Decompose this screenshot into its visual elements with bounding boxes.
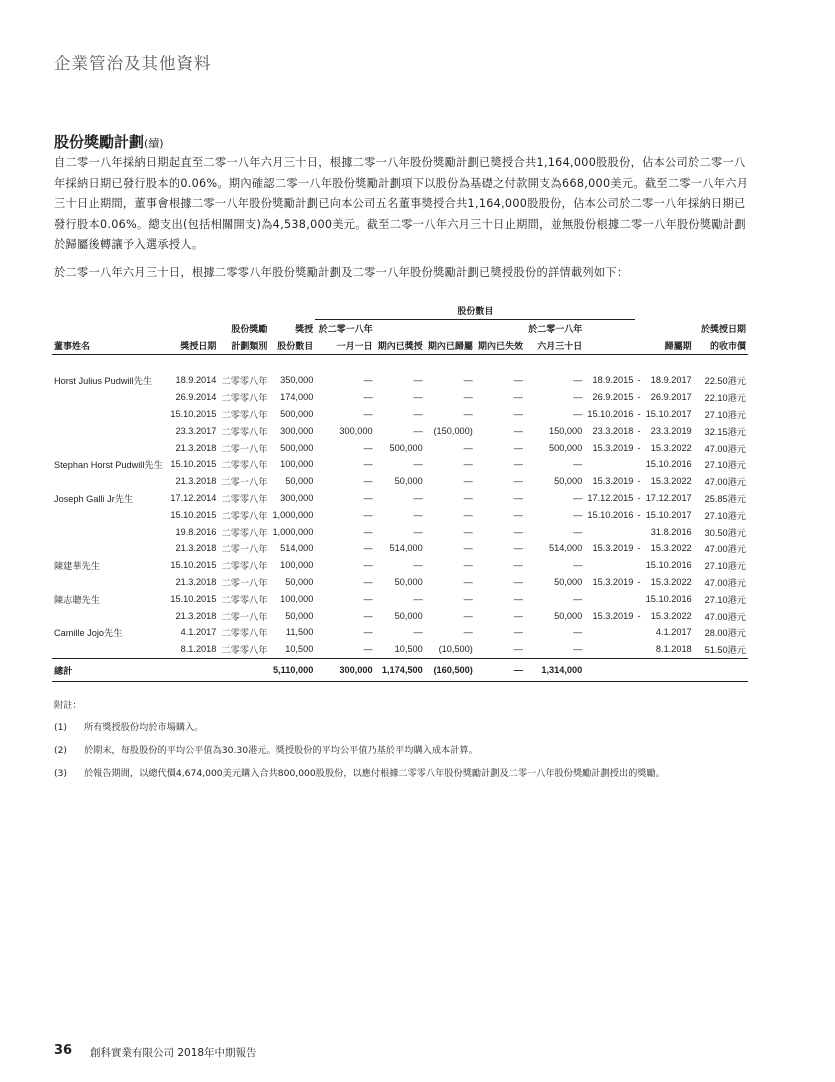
row-plan-type: 二零零八年 bbox=[221, 594, 268, 605]
row-granted: 500,000 bbox=[280, 408, 314, 419]
row-jun-balance: — bbox=[573, 392, 583, 403]
row-vesting-dash: - bbox=[637, 425, 641, 436]
row-close-price: 27.10港元 bbox=[704, 409, 746, 420]
row-plan-type: 二零零八年 bbox=[221, 561, 268, 572]
row-granted-period: 500,000 bbox=[389, 442, 423, 453]
header-type-2: 計劃類別 bbox=[218, 337, 269, 355]
row-granted-period: 50,000 bbox=[394, 476, 423, 487]
header-jan-1: 於二零一八年 bbox=[318, 324, 373, 334]
row-jun-balance: — bbox=[573, 560, 583, 571]
row-granted: 100,000 bbox=[280, 593, 314, 604]
row-vesting-start bbox=[584, 523, 635, 540]
note-text: 所有獎授股份均於市場購入。 bbox=[84, 722, 204, 733]
row-lapsed: — bbox=[513, 644, 523, 655]
table-row bbox=[52, 490, 748, 507]
row-lapsed: — bbox=[513, 627, 523, 638]
row-vested: — bbox=[463, 560, 473, 571]
header-close-2: 的收市價 bbox=[698, 337, 748, 355]
row-vesting-dash bbox=[635, 523, 642, 540]
row-granted: 1,000,000 bbox=[272, 509, 314, 520]
row-granted-period: — bbox=[413, 627, 423, 638]
row-vested: — bbox=[463, 375, 473, 386]
total-granted: 5,110,000 bbox=[269, 658, 315, 681]
row-plan-type: 二零零八年 bbox=[221, 628, 268, 639]
row-vesting-end: 4.1.2017 bbox=[655, 627, 692, 638]
row-granted-period: — bbox=[413, 560, 423, 571]
row-vesting-dash: - bbox=[637, 408, 641, 419]
header-granted-2: 股份數目 bbox=[269, 337, 315, 355]
row-vesting-start bbox=[584, 590, 635, 607]
row-granted: 300,000 bbox=[280, 425, 314, 436]
table-row bbox=[52, 422, 748, 439]
table-row bbox=[52, 523, 748, 540]
row-granted-period: 50,000 bbox=[394, 576, 423, 587]
row-jun-balance: — bbox=[573, 492, 583, 503]
row-vesting-dash bbox=[635, 590, 642, 607]
row-granted-period: — bbox=[413, 408, 423, 419]
row-vesting-end: 15.10.2016 bbox=[645, 459, 692, 470]
table-row bbox=[52, 456, 748, 473]
row-vesting-end: 8.1.2018 bbox=[655, 644, 692, 655]
row-vesting-dash: - bbox=[637, 610, 641, 621]
row-jun-balance: — bbox=[573, 375, 583, 386]
row-grant-date: 21.3.2018 bbox=[175, 442, 217, 453]
row-plan-type: 二零零八年 bbox=[221, 527, 268, 538]
row-plan-type: 二零零八年 bbox=[221, 393, 268, 404]
row-vesting-start bbox=[584, 557, 635, 574]
row-plan-type: 二零零八年 bbox=[221, 493, 268, 504]
row-granted: 300,000 bbox=[280, 492, 314, 503]
row-granted: 11,500 bbox=[285, 627, 314, 638]
row-jan-balance: — bbox=[363, 392, 373, 403]
row-close-price: 27.10港元 bbox=[704, 561, 746, 572]
row-granted: 50,000 bbox=[285, 476, 314, 487]
row-lapsed: — bbox=[513, 375, 523, 386]
row-vesting-dash bbox=[635, 641, 642, 658]
row-vesting-start: 17.12.2015 bbox=[587, 492, 634, 503]
table-body bbox=[52, 372, 748, 658]
row-lapsed: — bbox=[513, 492, 523, 503]
row-granted-period: — bbox=[413, 459, 423, 470]
row-granted: 10,500 bbox=[285, 644, 314, 655]
row-vesting-dash: - bbox=[637, 576, 641, 587]
row-granted-period: — bbox=[413, 375, 423, 386]
row-grant-date: 21.3.2018 bbox=[175, 476, 217, 487]
row-plan-type: 二零零八年 bbox=[221, 645, 268, 656]
row-vesting-start: 18.9.2015 bbox=[592, 375, 634, 386]
row-grant-date: 17.12.2014 bbox=[170, 492, 217, 503]
row-close-price: 32.15港元 bbox=[704, 426, 746, 437]
row-vesting-start: 15.3.2019 bbox=[592, 476, 634, 487]
row-vesting-dash: - bbox=[637, 543, 641, 554]
group-header-shares: 股份數目 bbox=[315, 302, 635, 320]
row-jun-balance: 500,000 bbox=[549, 442, 583, 453]
row-vested: (150,000) bbox=[433, 425, 473, 436]
row-plan-type: 二零零八年 bbox=[221, 460, 268, 471]
row-jun-balance: — bbox=[573, 526, 583, 537]
row-lapsed: — bbox=[513, 442, 523, 453]
row-granted: 514,000 bbox=[280, 543, 314, 554]
row-vesting-start: 15.10.2016 bbox=[587, 408, 634, 419]
row-vesting-start: 15.3.2019 bbox=[592, 543, 634, 554]
header-vesting: 歸屬期 bbox=[643, 337, 694, 355]
row-vesting-end: 31.8.2016 bbox=[650, 526, 692, 537]
row-jan-balance: — bbox=[363, 543, 373, 554]
table-row bbox=[52, 439, 748, 456]
row-close-price: 27.10港元 bbox=[704, 460, 746, 471]
note-item-2 bbox=[54, 742, 478, 756]
header-type-1: 股份獎勵 bbox=[231, 323, 268, 334]
row-lapsed: — bbox=[513, 610, 523, 621]
table-row bbox=[52, 389, 748, 406]
header-jun-1: 於二零一八年 bbox=[528, 324, 583, 334]
row-close-price: 47.00港元 bbox=[704, 544, 746, 555]
row-lapsed: — bbox=[513, 526, 523, 537]
row-jan-balance: — bbox=[363, 593, 373, 604]
row-close-price: 47.00港元 bbox=[704, 611, 746, 622]
row-jun-balance: — bbox=[573, 408, 583, 419]
row-vesting-dash bbox=[635, 624, 642, 641]
note-num: (2) bbox=[54, 745, 68, 756]
note-text: 於報告期間，以總代價4,674,000美元購入合共800,000股股份，以應付根據二零零八年股份獎勵計劃及二零一八年股份獎勵計劃授出的獎勵。 bbox=[84, 768, 665, 779]
table-row bbox=[52, 624, 748, 641]
row-vested: — bbox=[463, 627, 473, 638]
note-item-1 bbox=[54, 719, 203, 733]
header-close-1: 於獎授日期 bbox=[700, 323, 746, 334]
row-plan-type: 二零一八年 bbox=[221, 577, 268, 588]
row-name bbox=[52, 439, 167, 456]
row-name bbox=[52, 422, 167, 439]
row-granted-period: — bbox=[413, 526, 423, 537]
row-jun-balance: — bbox=[573, 627, 583, 638]
row-vesting-end: 15.3.2022 bbox=[650, 543, 692, 554]
row-grant-date: 21.3.2018 bbox=[175, 610, 217, 621]
row-vesting-end: 15.10.2016 bbox=[645, 560, 692, 571]
row-vesting-start: 15.10.2016 bbox=[587, 509, 634, 520]
row-jun-balance: — bbox=[573, 509, 583, 520]
row-grant-date: 15.10.2015 bbox=[170, 560, 217, 571]
row-lapsed: — bbox=[513, 392, 523, 403]
row-jan-balance: — bbox=[363, 492, 373, 503]
row-grant-date: 8.1.2018 bbox=[180, 644, 217, 655]
table-row bbox=[52, 641, 748, 658]
row-jan-balance: — bbox=[363, 442, 373, 453]
row-grant-date: 23.3.2017 bbox=[175, 425, 217, 436]
row-plan-type: 二零一八年 bbox=[221, 477, 268, 488]
row-grant-date: 26.9.2014 bbox=[175, 392, 217, 403]
row-close-price: 51.50港元 bbox=[704, 645, 746, 656]
share-award-table bbox=[52, 302, 748, 682]
header-granted-period: 期內已獎授 bbox=[375, 337, 425, 355]
row-lapsed: — bbox=[513, 593, 523, 604]
row-close-price: 30.50港元 bbox=[704, 527, 746, 538]
row-vesting-start: 15.3.2019 bbox=[592, 576, 634, 587]
table-row bbox=[52, 506, 748, 523]
row-name: Stephan Horst Pudwill先生 bbox=[54, 460, 163, 471]
row-plan-type: 二零零八年 bbox=[221, 376, 268, 387]
row-vesting-dash: - bbox=[637, 392, 641, 403]
row-vesting-start bbox=[584, 641, 635, 658]
total-label: 總計 bbox=[52, 658, 167, 681]
row-name: Camille Jojo先生 bbox=[54, 628, 123, 639]
table-row bbox=[52, 406, 748, 423]
row-vesting-dash: - bbox=[637, 509, 641, 520]
row-jun-balance: — bbox=[573, 459, 583, 470]
row-lapsed: — bbox=[513, 560, 523, 571]
row-vesting-dash: - bbox=[637, 476, 641, 487]
row-vested: — bbox=[463, 543, 473, 554]
row-vesting-start: 15.3.2019 bbox=[592, 442, 634, 453]
row-granted-period: 10,500 bbox=[394, 644, 423, 655]
row-vesting-end: 18.9.2017 bbox=[650, 375, 692, 386]
row-name bbox=[52, 406, 167, 423]
row-vesting-end: 15.10.2017 bbox=[645, 509, 692, 520]
row-close-price: 22.10港元 bbox=[704, 393, 746, 404]
row-grant-date: 4.1.2017 bbox=[180, 627, 217, 638]
row-vesting-dash bbox=[635, 456, 642, 473]
row-vesting-dash bbox=[635, 557, 642, 574]
row-close-price: 47.00港元 bbox=[704, 577, 746, 588]
note-text: 於期末，每股股份的平均公平值為30.30港元。獎授股份的平均公平值乃基於平均購入成本計算。 bbox=[84, 745, 478, 756]
row-vesting-end: 23.3.2019 bbox=[650, 425, 692, 436]
row-vested: — bbox=[463, 610, 473, 621]
paragraph-2: 於二零一八年六月三十日，根據二零零八年股份獎勵計劃及二零一八年股份獎勵計劃已獎授股份的詳情載列如下： bbox=[54, 266, 629, 279]
row-jun-balance: 150,000 bbox=[549, 425, 583, 436]
row-jan-balance: — bbox=[363, 526, 373, 537]
row-lapsed: — bbox=[513, 576, 523, 587]
row-name: Joseph Galli Jr先生 bbox=[54, 493, 134, 504]
row-granted: 100,000 bbox=[280, 560, 314, 571]
row-jan-balance: — bbox=[363, 627, 373, 638]
footer-text: 創科實業有限公司 2018年中期報告 bbox=[90, 1047, 257, 1059]
row-vested: — bbox=[463, 593, 473, 604]
row-close-price: 27.10港元 bbox=[704, 594, 746, 605]
row-close-price: 47.00港元 bbox=[704, 477, 746, 488]
row-granted-period: — bbox=[413, 509, 423, 520]
row-plan-type: 二零一八年 bbox=[221, 443, 268, 454]
row-name bbox=[52, 473, 167, 490]
notes-title: 附註： bbox=[54, 700, 82, 711]
section-title-cont: (續) bbox=[144, 137, 164, 150]
row-vesting-start: 26.9.2015 bbox=[592, 392, 634, 403]
row-vesting-dash: - bbox=[637, 492, 641, 503]
row-grant-date: 15.10.2015 bbox=[170, 509, 217, 520]
table-row bbox=[52, 590, 748, 607]
row-name: 陳建華先生 bbox=[54, 561, 100, 572]
row-jun-balance: 50,000 bbox=[554, 476, 583, 487]
row-jun-balance: — bbox=[573, 644, 583, 655]
row-grant-date: 21.3.2018 bbox=[175, 576, 217, 587]
row-granted: 50,000 bbox=[285, 610, 314, 621]
row-jan-balance: — bbox=[363, 576, 373, 587]
section-title-text: 股份獎勵計劃 bbox=[54, 133, 145, 151]
total-jan: 300,000 bbox=[315, 658, 374, 681]
row-vested: — bbox=[463, 459, 473, 470]
row-jan-balance: — bbox=[363, 509, 373, 520]
row-granted-period: — bbox=[413, 425, 423, 436]
total-lapsed: — bbox=[475, 658, 525, 681]
row-jan-balance: — bbox=[363, 644, 373, 655]
row-plan-type: 二零一八年 bbox=[221, 544, 268, 555]
row-jan-balance: — bbox=[363, 476, 373, 487]
row-lapsed: — bbox=[513, 509, 523, 520]
row-lapsed: — bbox=[513, 543, 523, 554]
row-vested: — bbox=[463, 476, 473, 487]
row-grant-date: 18.9.2014 bbox=[175, 375, 217, 386]
paragraph-1: 自二零一八年採納日期起直至二零一八年六月三十日，根據二零一八年股份獎勵計劃已獎授合共1,164,000股股份，佔本公司於二零一八年採納日期已發行股本的0.06%。期內確認二零一八年股份獎勵計劃項下以股份為基礎之付款開支為668,000美元。截至二零一八年六月三十日止期間，董事會根據二零一八年股份獎勵計劃已向本公司五名董事獎授合共1,164,000股股份，佔本公司於二零一八年採納日期已發行股本0.06%。總支出(包括相關開支)為4,538,000美元。截至二零一八年六月三十日止期間，並無股份根據二零一八年股份獎勵計劃於歸屬後轉讓予入選承授人。 bbox=[54, 156, 749, 251]
row-name: Horst Julius Pudwill先生 bbox=[54, 376, 153, 387]
row-vesting-start bbox=[584, 624, 635, 641]
row-vested: — bbox=[463, 492, 473, 503]
row-granted: 100,000 bbox=[280, 459, 314, 470]
table-row bbox=[52, 607, 748, 624]
header-vested: 期內已歸屬 bbox=[425, 337, 475, 355]
row-grant-date: 21.3.2018 bbox=[175, 543, 217, 554]
table-row bbox=[52, 557, 748, 574]
row-vesting-start: 23.3.2018 bbox=[592, 425, 634, 436]
row-jan-balance: — bbox=[363, 459, 373, 470]
row-vesting-start bbox=[584, 456, 635, 473]
row-granted-period: — bbox=[413, 593, 423, 604]
row-vesting-start: 15.3.2019 bbox=[592, 610, 634, 621]
row-jun-balance: — bbox=[573, 593, 583, 604]
header-grant-date: 獎授日期 bbox=[167, 337, 218, 355]
section-title bbox=[54, 131, 164, 152]
row-name bbox=[52, 641, 167, 658]
row-jun-balance: 50,000 bbox=[554, 576, 583, 587]
row-vesting-end: 15.3.2022 bbox=[650, 610, 692, 621]
table-row bbox=[52, 574, 748, 591]
header-jun-2: 六月三十日 bbox=[525, 337, 584, 355]
total-jun: 1,314,000 bbox=[525, 658, 584, 681]
row-vested: — bbox=[463, 509, 473, 520]
row-jan-balance: — bbox=[363, 375, 373, 386]
row-name: 陳志聰先生 bbox=[54, 594, 100, 605]
row-jan-balance: 300,000 bbox=[339, 425, 373, 436]
row-vesting-end: 15.3.2022 bbox=[650, 442, 692, 453]
row-plan-type: 二零零八年 bbox=[221, 426, 268, 437]
row-granted: 500,000 bbox=[280, 442, 314, 453]
table-row bbox=[52, 540, 748, 557]
note-item-3 bbox=[54, 765, 665, 779]
row-vesting-end: 15.10.2017 bbox=[645, 408, 692, 419]
row-lapsed: — bbox=[513, 459, 523, 470]
table-row-total bbox=[52, 658, 748, 681]
total-vested: (160,500) bbox=[425, 658, 475, 681]
header-granted-1: 獎授 bbox=[295, 323, 314, 334]
header-name: 董事姓名 bbox=[52, 337, 167, 355]
row-vesting-end: 26.9.2017 bbox=[650, 392, 692, 403]
row-vesting-dash: - bbox=[637, 375, 641, 386]
row-vesting-end: 15.10.2016 bbox=[645, 593, 692, 604]
row-granted-period: — bbox=[413, 392, 423, 403]
row-name bbox=[52, 607, 167, 624]
row-plan-type: 二零零八年 bbox=[221, 409, 268, 420]
row-jun-balance: 514,000 bbox=[549, 543, 583, 554]
row-granted: 174,000 bbox=[280, 392, 314, 403]
row-jan-balance: — bbox=[363, 408, 373, 419]
row-granted-period: 514,000 bbox=[389, 543, 423, 554]
header-lapsed: 期內已失效 bbox=[475, 337, 525, 355]
row-grant-date: 15.10.2015 bbox=[170, 459, 217, 470]
row-vesting-end: 17.12.2017 bbox=[645, 492, 692, 503]
row-close-price: 28.00港元 bbox=[704, 628, 746, 639]
row-vested: — bbox=[463, 576, 473, 587]
row-lapsed: — bbox=[513, 408, 523, 419]
note-num: (1) bbox=[54, 722, 68, 733]
row-name bbox=[52, 389, 167, 406]
total-granted-period: 1,174,500 bbox=[375, 658, 425, 681]
row-name bbox=[52, 523, 167, 540]
row-grant-date: 19.8.2016 bbox=[175, 526, 217, 537]
row-granted-period: 50,000 bbox=[394, 610, 423, 621]
row-vested: — bbox=[463, 442, 473, 453]
table-row bbox=[52, 372, 748, 389]
row-grant-date: 15.10.2015 bbox=[170, 593, 217, 604]
row-name bbox=[52, 574, 167, 591]
page-header-title: 企業管治及其他資料 bbox=[54, 54, 212, 73]
row-close-price: 27.10港元 bbox=[704, 510, 746, 521]
row-plan-type: 二零零八年 bbox=[221, 510, 268, 521]
row-close-price: 47.00港元 bbox=[704, 443, 746, 454]
row-jun-balance: 50,000 bbox=[554, 610, 583, 621]
row-granted: 1,000,000 bbox=[272, 526, 314, 537]
row-close-price: 22.50港元 bbox=[704, 376, 746, 387]
row-jan-balance: — bbox=[363, 560, 373, 571]
row-grant-date: 15.10.2015 bbox=[170, 408, 217, 419]
row-vested: (10,500) bbox=[438, 644, 473, 655]
page-number: 36 bbox=[54, 1043, 73, 1058]
row-vested: — bbox=[463, 526, 473, 537]
row-close-price: 25.85港元 bbox=[704, 493, 746, 504]
row-name bbox=[52, 540, 167, 557]
row-plan-type: 二零一八年 bbox=[221, 611, 268, 622]
row-vested: — bbox=[463, 408, 473, 419]
row-lapsed: — bbox=[513, 476, 523, 487]
table-row bbox=[52, 473, 748, 490]
row-vesting-dash: - bbox=[637, 442, 641, 453]
row-granted: 50,000 bbox=[285, 576, 314, 587]
row-granted: 350,000 bbox=[280, 375, 314, 386]
note-num: (3) bbox=[54, 768, 68, 779]
row-vesting-end: 15.3.2022 bbox=[650, 576, 692, 587]
row-vested: — bbox=[463, 392, 473, 403]
row-lapsed: — bbox=[513, 425, 523, 436]
row-granted-period: — bbox=[413, 492, 423, 503]
row-vesting-end: 15.3.2022 bbox=[650, 476, 692, 487]
row-name bbox=[52, 506, 167, 523]
header-jan-2: 一月一日 bbox=[315, 337, 374, 355]
row-jan-balance: — bbox=[363, 610, 373, 621]
